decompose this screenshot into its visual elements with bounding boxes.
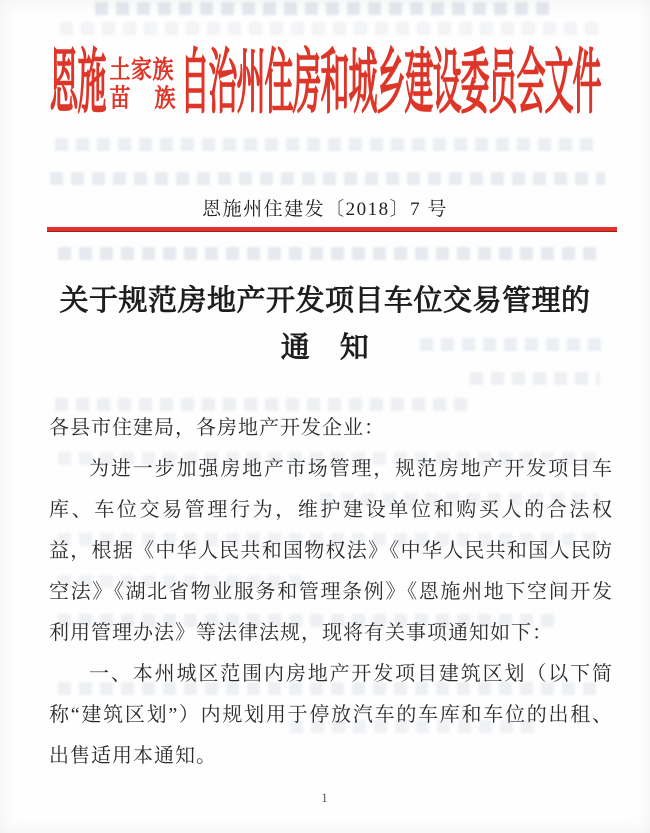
letterhead-stack-bottom-left: 苗: [109, 83, 131, 113]
bleed-through-artifact: [58, 247, 603, 260]
body-paragraph: 为进一步加强房地产市场管理，规范房地产开发项目车库、车位交易管理行为，维护建设单位和购买人的合法权益，根据《中华人民共和国物权法》《中华人民共和国人民防空法》《湖北省物业服务和管理条例》《恩施州地下空间开发利用管理办法》等法律法规，现将有关事项通知如下：: [49, 458, 613, 644]
document-body: [49, 408, 613, 777]
letterhead-stack-bottom-right: 族: [154, 83, 176, 113]
bleed-through-artifact: [55, 138, 600, 151]
document-title: [0, 278, 650, 372]
body-paragraph: 一、本州城区范围内房地产开发项目建筑区划（以下简称“建筑区划”）内规划用于停放汽车的车库和车位的出租、出售适用本通知。: [49, 663, 613, 767]
letterhead-suffix: 自治州住房和城乡建设委员会文件: [180, 44, 601, 123]
letterhead-prefix: 恩施: [49, 44, 106, 123]
letterhead-ethnic-stack: [110, 57, 176, 112]
letterhead-stack-top: 土家族: [109, 56, 174, 85]
salutation: 各县市住建局，各房地产开发企业：: [49, 417, 385, 439]
letterhead-stack-bottom: [110, 85, 176, 113]
bleed-through-artifact: [95, 2, 555, 15]
document-title-line1: 关于规范房地产开发项目车位交易管理的: [59, 285, 591, 317]
document-title-line2: 通 知: [280, 332, 370, 364]
bleed-through-artifact: [50, 172, 605, 185]
document-number: 恩施州住建发〔2018〕7 号: [202, 199, 448, 220]
red-divider-rule: [47, 227, 617, 232]
page-number: 1: [321, 790, 329, 805]
bleed-through-artifact: [60, 22, 600, 35]
bleed-through-artifact: [470, 372, 600, 385]
letterhead: [0, 44, 650, 126]
